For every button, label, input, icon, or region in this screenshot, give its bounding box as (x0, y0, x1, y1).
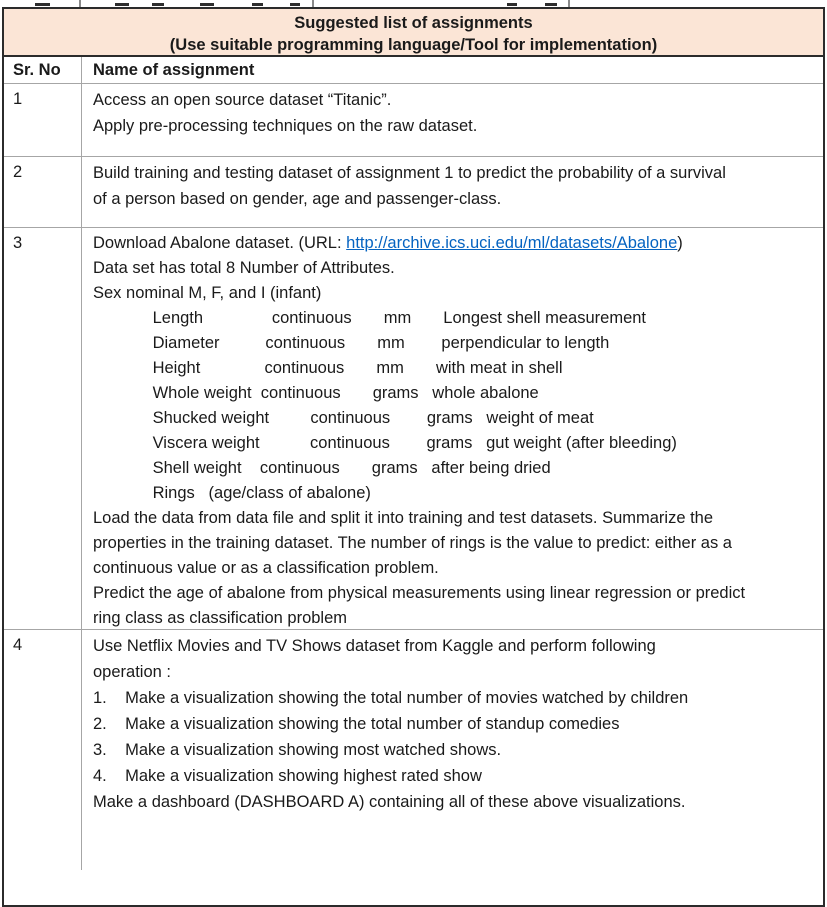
text-remnant-mark (252, 3, 263, 6)
assignment-row-3 (4, 228, 823, 630)
text-line-with-link (93, 231, 817, 256)
text-remnant-mark (507, 3, 517, 6)
text-line: Access an open source dataset “Titanic”. (93, 91, 392, 109)
srno-cell: 4 (4, 630, 82, 870)
text-remnant-mark (115, 3, 129, 6)
text-remnant-mark (152, 3, 164, 6)
text-line: Build training and testing dataset of assignment 1 to predict the probability of a survival (93, 164, 726, 182)
attribute-line: Height continuous mm with meat in shell (93, 359, 563, 377)
text-line: Data set has total 8 Number of Attributes. (93, 259, 395, 277)
text-line: Load the data from data file and split it into training and test datasets. Summarize the (93, 509, 714, 527)
border-remnant-tick (568, 0, 570, 7)
numbered-list-item: 2. Make a visualization showing the total number of standup comedies (93, 715, 620, 733)
border-remnant-tick (79, 0, 81, 7)
text-line: Make a dashboard (DASHBOARD A) containing all of these above visualizations. (93, 793, 686, 811)
numbered-list-item: 4. Make a visualization showing highest rated show (93, 767, 482, 785)
clipped-previous-row (2, 0, 825, 7)
column-header-row (4, 57, 823, 84)
assignment-cell (82, 630, 823, 870)
attribute-line: Shucked weight continuous grams weight of meat (93, 409, 594, 427)
text-line: ring class as classification problem (93, 609, 348, 627)
attribute-line: Diameter continuous mm perpendicular to length (93, 334, 610, 352)
numbered-list-item: 1. Make a visualization showing the total number of movies watched by children (93, 689, 689, 707)
border-remnant-tick (312, 0, 314, 7)
text-remnant-mark (545, 3, 557, 6)
text-line: Apply pre-processing techniques on the raw dataset. (93, 117, 478, 135)
attribute-line: Shell weight continuous grams after being dried (93, 459, 551, 477)
table-subtitle: (Use suitable programming language/Tool for implementation) (169, 36, 658, 54)
assignment-cell (82, 84, 823, 156)
text-line: of a person based on gender, age and passenger-class. (93, 190, 502, 208)
attribute-line: Rings (age/class of abalone) (93, 484, 371, 502)
text-remnant-mark (35, 3, 50, 6)
text-line: properties in the training dataset. The number of rings is the value to predict: either as a (93, 534, 732, 552)
assignment-row-1 (4, 84, 823, 157)
assignment-row-2 (4, 157, 823, 228)
text-line: Sex nominal M, F, and I (infant) (93, 284, 322, 302)
text-line: Use Netflix Movies and TV Shows dataset from Kaggle and perform following (93, 637, 656, 655)
table-title: Suggested list of assignments (294, 14, 533, 32)
attribute-line: Length continuous mm Longest shell measurement (93, 309, 646, 327)
text-remnant-mark (200, 3, 214, 6)
attribute-line: Viscera weight continuous grams gut weight (after bleeding) (93, 434, 677, 452)
numbered-list-item: 3. Make a visualization showing most watched shows. (93, 741, 502, 759)
attribute-line: Whole weight continuous grams whole abalone (93, 384, 539, 402)
assignment-cell (82, 157, 823, 227)
link-prefix-text: Download Abalone dataset. (URL: (93, 234, 347, 252)
abalone-dataset-link[interactable]: http://archive.ics.uci.edu/ml/datasets/Abalone (346, 234, 678, 252)
table-title-band (4, 9, 823, 57)
column-header-srno: Sr. No (4, 57, 82, 83)
text-line: continuous value or as a classification problem. (93, 559, 439, 577)
text-remnant-mark (290, 3, 300, 6)
assignment-row-4 (4, 630, 823, 870)
link-suffix-text: ) (677, 234, 683, 252)
srno-cell: 3 (4, 228, 82, 629)
text-line: Predict the age of abalone from physical measurements using linear regression or predict (93, 584, 746, 602)
text-line: operation : (93, 663, 171, 681)
srno-cell: 1 (4, 84, 82, 156)
assignments-table (2, 7, 825, 907)
column-header-name: Name of assignment (93, 61, 255, 79)
assignment-cell (82, 228, 823, 629)
srno-cell: 2 (4, 157, 82, 227)
